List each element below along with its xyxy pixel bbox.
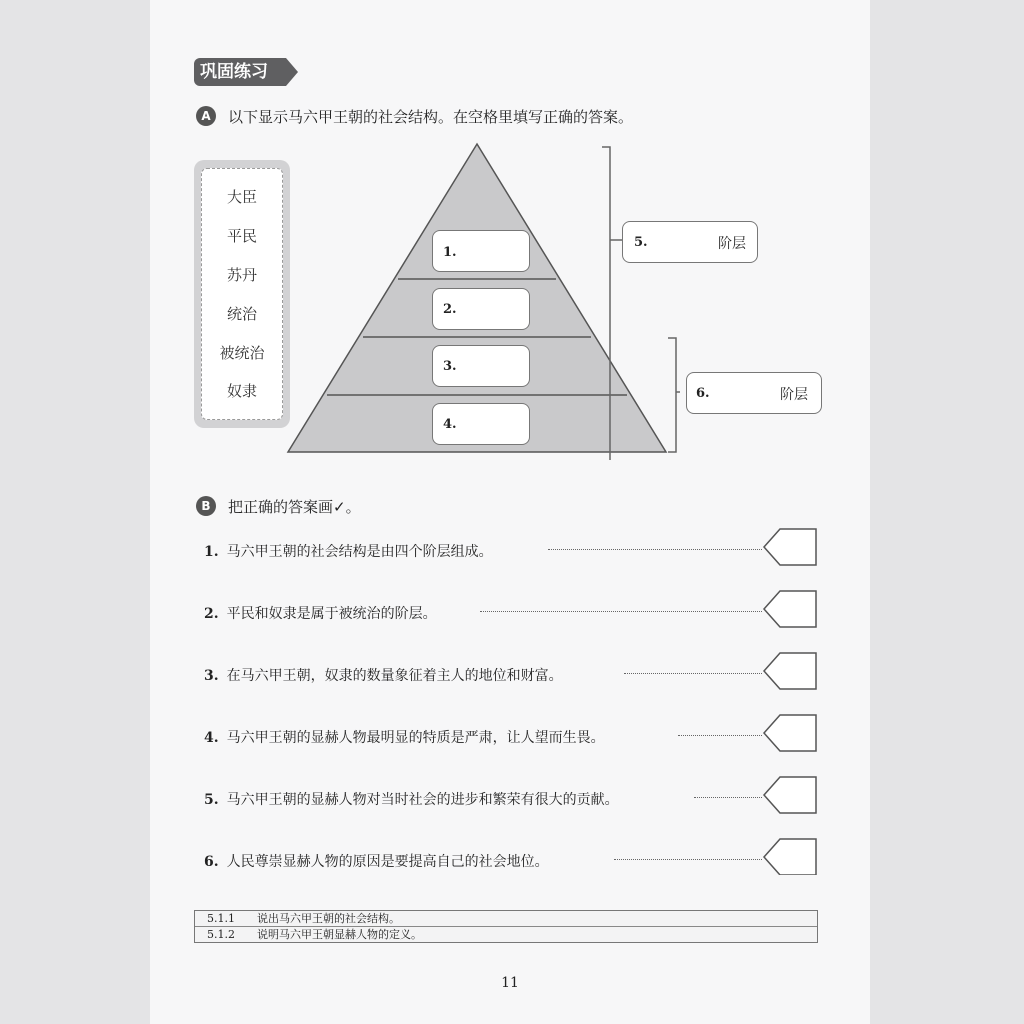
question-text: 人民尊崇显赫人物的原因是要提高自己的社会地位。 xyxy=(226,854,549,870)
dotted-leader xyxy=(624,673,762,674)
question-1 xyxy=(204,541,493,561)
standard-text: 说出马六甲王朝的社会结构。 xyxy=(257,912,400,925)
tick-box-1-target[interactable] xyxy=(764,529,818,565)
bracket-bottom xyxy=(668,338,676,452)
section-a-badge: A xyxy=(196,106,216,126)
word-bank-item: 平民 xyxy=(226,227,257,245)
question-number: 2. xyxy=(204,606,219,622)
word-bank-item: 统治 xyxy=(226,305,257,323)
exercise-title: 巩固练习 xyxy=(194,58,286,86)
tick-box-5-target[interactable] xyxy=(764,777,818,813)
question-2 xyxy=(204,603,437,623)
question-number: 1. xyxy=(204,544,219,560)
question-text: 马六甲王朝的社会结构是由四个阶层组成。 xyxy=(226,544,493,560)
question-text: 马六甲王朝的显赫人物最明显的特质是严肃，让人望而生畏。 xyxy=(226,730,605,746)
dotted-leader xyxy=(480,611,762,612)
tick-box-column xyxy=(762,525,822,875)
word-bank xyxy=(194,160,290,428)
dotted-leader xyxy=(614,859,762,860)
learning-standards xyxy=(194,910,818,943)
question-number: 3. xyxy=(204,668,219,684)
word-bank-item: 奴隶 xyxy=(226,382,257,400)
question-number: 6. xyxy=(204,854,219,870)
answer-box-5-label: 阶层 xyxy=(718,236,746,252)
tick-box-6-target[interactable] xyxy=(764,839,818,875)
word-bank-item: 苏丹 xyxy=(226,266,257,284)
dotted-leader xyxy=(694,797,762,798)
question-text: 平民和奴隶是属于被统治的阶层。 xyxy=(226,606,437,622)
title-arrow-shape xyxy=(286,58,298,86)
section-b-badge: B xyxy=(196,496,216,516)
answer-box-5-number: 5. xyxy=(634,235,648,250)
answer-box-3-number: 3. xyxy=(443,359,457,374)
answer-box-6-number: 6. xyxy=(696,386,710,401)
dotted-leader xyxy=(678,735,762,736)
word-bank-item: 大臣 xyxy=(226,188,257,206)
standard-code: 5.1.1 xyxy=(207,912,235,925)
tick-box-4-target[interactable] xyxy=(764,715,818,751)
standard-code: 5.1.2 xyxy=(207,928,235,941)
question-text: 在马六甲王朝，奴隶的数量象征着主人的地位和财富。 xyxy=(226,668,563,684)
standard-row xyxy=(195,911,817,927)
question-5 xyxy=(204,789,619,809)
answer-box-1-number: 1. xyxy=(443,245,457,260)
tick-box-3-target[interactable] xyxy=(764,653,818,689)
page-number: 11 xyxy=(501,975,519,991)
answer-box-2-number: 2. xyxy=(443,302,457,317)
question-3 xyxy=(204,665,563,685)
section-a-instruction: 以下显示马六甲王朝的社会结构。在空格里填写正确的答案。 xyxy=(228,108,634,126)
dotted-leader xyxy=(548,549,762,550)
answer-box-6-label: 阶层 xyxy=(780,387,808,403)
standard-row xyxy=(195,927,817,942)
question-number: 4. xyxy=(204,730,219,746)
standard-text: 说明马六甲王朝显赫人物的定义。 xyxy=(257,928,422,941)
question-4 xyxy=(204,727,605,747)
question-6 xyxy=(204,851,549,871)
question-text: 马六甲王朝的显赫人物对当时社会的进步和繁荣有很大的贡献。 xyxy=(226,792,619,808)
tick-box-2-target[interactable] xyxy=(764,591,818,627)
question-number: 5. xyxy=(204,792,219,808)
section-b-instruction: 把正确的答案画✓。 xyxy=(228,498,361,516)
answer-box-4-number: 4. xyxy=(443,417,457,432)
word-bank-item: 被统治 xyxy=(219,344,265,362)
